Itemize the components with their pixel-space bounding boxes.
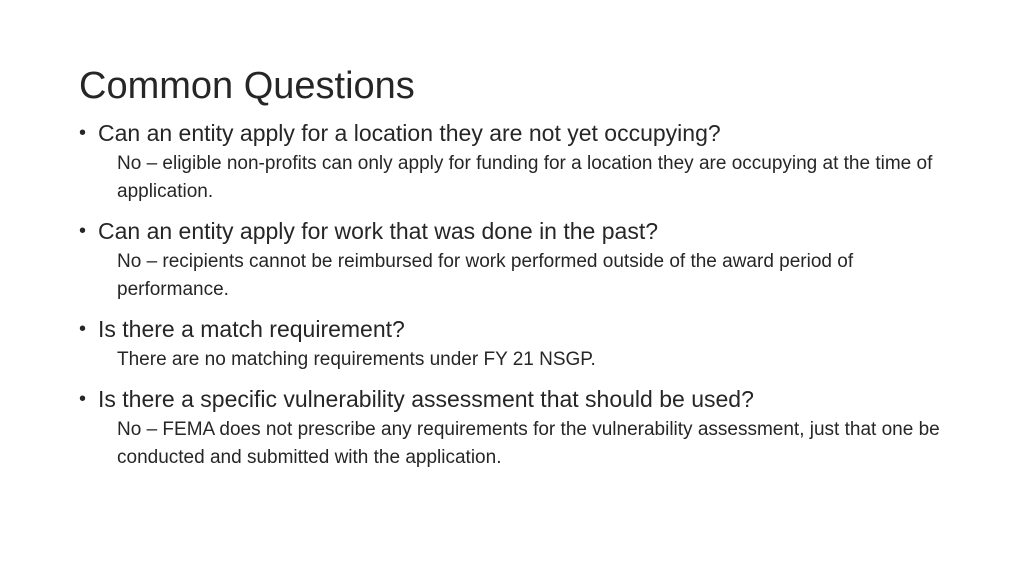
qa-item	[79, 312, 959, 374]
slide-content	[79, 116, 959, 480]
bullet-icon: •	[79, 318, 87, 340]
answer-text: No – FEMA does not prescribe any requirements for the vulnerability assessment, just that one be conducted and submitted with the application.	[117, 419, 940, 468]
bullet-icon: •	[79, 122, 87, 144]
qa-item	[79, 116, 959, 206]
qa-item	[79, 382, 959, 472]
bullet-icon: •	[79, 388, 87, 410]
question-text: Is there a specific vulnerability assessment that should be used?	[98, 386, 754, 412]
question-bullet	[79, 382, 959, 416]
question-bullet	[79, 312, 959, 346]
qa-item	[79, 214, 959, 304]
question-text: Can an entity apply for work that was done in the past?	[98, 218, 658, 244]
bullet-icon: •	[79, 220, 87, 242]
question-text: Can an entity apply for a location they are not yet occupying?	[98, 120, 721, 146]
slide-title: Common Questions	[79, 65, 415, 107]
answer-text: No – eligible non-profits can only apply for funding for a location they are occupying at the time of application.	[117, 153, 933, 202]
question-text: Is there a match requirement?	[98, 316, 405, 342]
answer-text: No – recipients cannot be reimbursed for work performed outside of the award period of performance.	[117, 251, 854, 300]
answer-text: There are no matching requirements under FY 21 NSGP.	[117, 349, 596, 370]
question-bullet	[79, 214, 959, 248]
question-bullet	[79, 116, 959, 150]
